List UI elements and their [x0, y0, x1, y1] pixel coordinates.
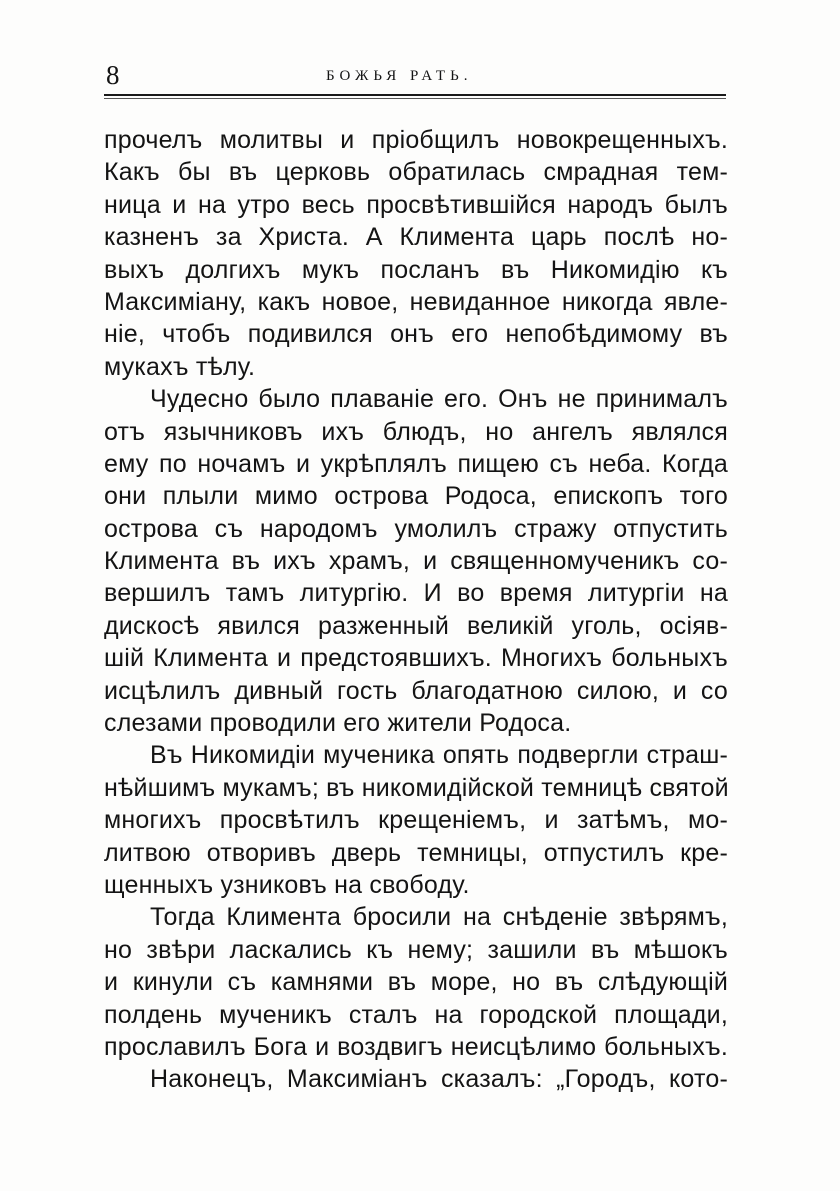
text-line: нѣйшимъ мукамъ; въ никомидійской темницѣ святой — [104, 773, 729, 802]
text-line: выхъ долгихъ мукъ посланъ въ Никомидію къ — [104, 255, 728, 284]
text-line: дискосѣ явился разженный великій уголь, осіяв- — [104, 611, 728, 640]
text-line: мукахъ тѣлу. — [104, 352, 256, 381]
body-text — [104, 124, 728, 1096]
text-line: полдень мученикъ сталъ на городской площади, — [104, 1000, 728, 1029]
text-line: они плыли мимо острова Родоса, епископъ того — [104, 482, 728, 511]
paragraph-2 — [104, 383, 728, 739]
text-line: ница и на утро весь просвѣтившійся народъ былъ — [104, 190, 728, 219]
text-line: Какъ бы въ церковь обратилась смрадная тем- — [104, 158, 728, 187]
text-line: Чудесно было плаваніе его. Онъ не принималъ — [150, 385, 728, 414]
page-header — [104, 56, 726, 96]
text-line: и кинули съ камнями въ море, но въ слѣдующій — [104, 968, 728, 997]
running-title: БОЖЬЯ РАТЬ. — [326, 68, 473, 84]
text-line: прославилъ Бога и воздвигъ неисцѣлимо больныхъ. — [104, 1032, 728, 1061]
header-rule — [104, 94, 726, 96]
text-line: отъ язычниковъ ихъ блюдъ, но ангелъ являлся — [104, 417, 728, 446]
text-line: Максиміану, какъ новое, невиданное никогда явле- — [104, 287, 728, 316]
text-line: прочелъ молитвы и пріобщилъ новокрещенныхъ. — [104, 126, 728, 154]
text-line: ему по ночамъ и укрѣплялъ пищею съ неба. Когда — [104, 449, 728, 478]
text-line: но звѣри ласкались къ нему; зашили въ мѣшокъ — [104, 935, 728, 964]
paragraph-1 — [104, 124, 728, 383]
text-line: литвою отворивъ дверь темницы, отпустилъ кре- — [104, 838, 728, 867]
text-line: шій Климента и предстоявшихъ. Многихъ больныхъ — [104, 644, 728, 673]
text-line: вершилъ тамъ литургію. И во время литургіи на — [104, 579, 728, 608]
text-line: щенныхъ узниковъ на свободу. — [104, 870, 470, 899]
paragraph-4 — [104, 901, 728, 1063]
text-line: слезами проводили его жители Родоса. — [104, 709, 572, 738]
text-line: Климента въ ихъ храмъ, и священномученикъ со- — [104, 547, 728, 576]
text-line: Въ Никомидіи мученика опять подвергли страш- — [150, 741, 728, 770]
page-number: 8 — [106, 60, 120, 90]
paragraph-5 — [104, 1063, 728, 1095]
text-line: исцѣлилъ дивный гость благодатною силою, и со — [104, 676, 728, 705]
text-line: Тогда Климента бросили на снѣденіе звѣрямъ, — [150, 903, 728, 932]
paragraph-3 — [104, 739, 728, 901]
text-line: ніе, чтобъ подивился онъ его непобѣдимому въ — [104, 320, 728, 349]
text-line: многихъ просвѣтилъ крещеніемъ, и затѣмъ, мо- — [104, 806, 728, 835]
text-line: Наконецъ, Максиміанъ сказалъ: „Городъ, кото- — [150, 1065, 728, 1094]
text-line: казненъ за Христа. А Климента царь послѣ но- — [104, 223, 728, 252]
header-rule-thin — [104, 98, 726, 99]
text-line: острова съ народомъ умолилъ стражу отпустить — [104, 514, 728, 543]
